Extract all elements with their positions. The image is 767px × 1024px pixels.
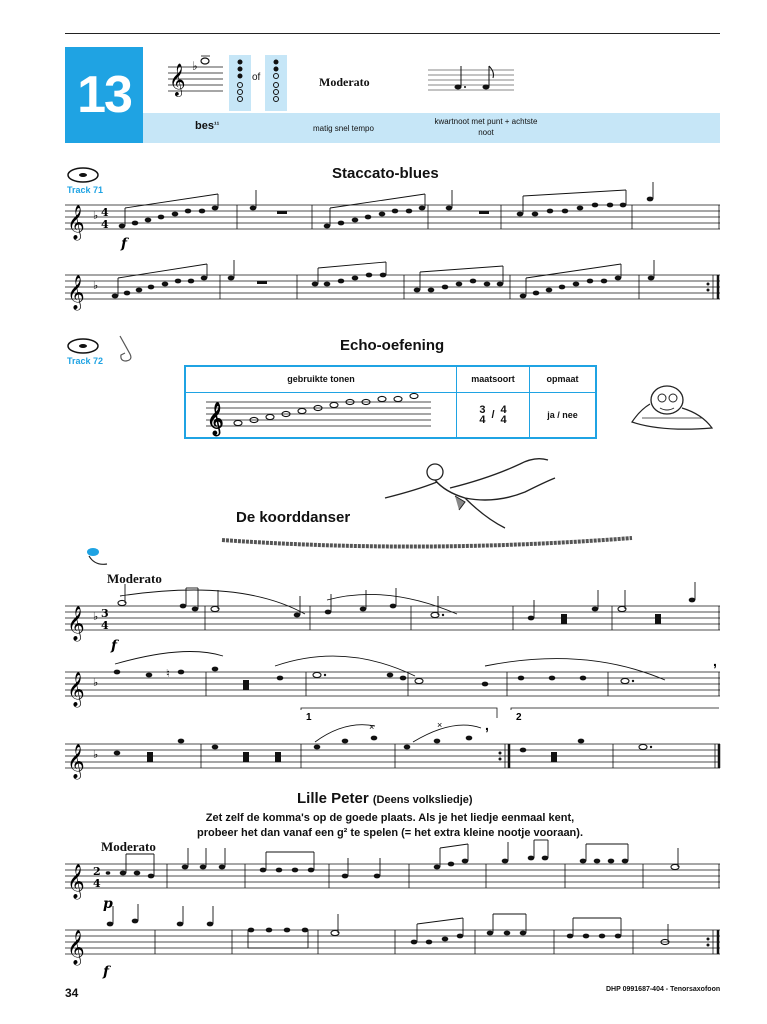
- svg-text:4: 4: [101, 218, 109, 231]
- tones-staff: [206, 394, 436, 434]
- svg-text:4: 4: [101, 619, 109, 632]
- svg-text:p: p: [103, 896, 113, 912]
- svg-text:1: 1: [306, 712, 312, 723]
- footer-code: DHP 0991687-404 - Tenorsaxofoon: [606, 986, 721, 993]
- lille-instructions: Zet zelf de komma's op de goede plaats. Als je het liedje eenmaal kent, probeer het dan vanaf een g² te spelen (= het extra kleine nootje vooraan).: [196, 812, 583, 839]
- tightrope-rope: [222, 528, 642, 558]
- lesson-number: 13: [65, 47, 143, 143]
- svg-text:×: ×: [437, 720, 443, 730]
- svg-text:𝄞: 𝄞: [67, 275, 85, 310]
- svg-text:3: 3: [101, 607, 109, 620]
- meter-cell: [457, 392, 530, 438]
- col-pickup: opmaat: [530, 366, 597, 392]
- meter-four-four: 4 4: [500, 403, 507, 426]
- header-tempo: Moderato: [319, 75, 370, 89]
- svg-text:,: ,: [713, 653, 717, 669]
- meter-three-four: 3 4: [479, 403, 486, 426]
- svg-text:f: f: [103, 964, 110, 980]
- svg-text:𝄞: 𝄞: [67, 864, 85, 899]
- fingering-or: of: [252, 72, 261, 83]
- svg-text:f: f: [111, 638, 118, 654]
- rhythm-meaning: kwartnoot met punt + achtste noot: [434, 117, 538, 137]
- staccato-staff-1: [65, 200, 725, 252]
- tightrope-dancer-illustration: [375, 458, 595, 538]
- staccato-title: Staccato-blues: [332, 165, 439, 182]
- svg-text:2: 2: [93, 865, 101, 878]
- echo-title: Echo-oefening: [340, 337, 445, 354]
- echo-table: [184, 365, 597, 439]
- svg-text:𝄞: 𝄞: [67, 606, 85, 641]
- fingering-chart-1: [229, 55, 251, 111]
- saxophone-icon: [114, 334, 140, 364]
- svg-text:𝄞: 𝄞: [169, 63, 186, 96]
- track-72: Track 72: [67, 356, 104, 366]
- staccato-staff-2: [65, 270, 725, 310]
- tempo-meaning: matig snel tempo: [313, 124, 374, 133]
- koord-staff-1: [65, 598, 725, 654]
- svg-text:♭: ♭: [93, 210, 99, 222]
- koord-staff-3: [65, 712, 725, 781]
- svg-text:4: 4: [93, 877, 101, 890]
- svg-text:4: 4: [101, 206, 109, 219]
- meter-separator: /: [491, 408, 495, 421]
- tones-cell: [185, 392, 457, 438]
- col-meter: maatsoort: [457, 366, 530, 392]
- svg-text:×: ×: [369, 722, 375, 732]
- koord-tempo: Moderato: [107, 571, 162, 586]
- svg-text:𝄞: 𝄞: [67, 744, 85, 779]
- koord-staff-2: [65, 653, 725, 707]
- svg-text:f: f: [121, 236, 128, 252]
- svg-text:♭: ♭: [192, 59, 198, 73]
- cd-icon: [67, 336, 103, 356]
- note-name: bes$^{^{11}}$: [195, 120, 220, 132]
- header-rhythm-staff: [428, 68, 518, 98]
- svg-text:♮: ♮: [166, 668, 170, 680]
- svg-text:♭: ♭: [93, 677, 99, 689]
- svg-text:2: 2: [516, 712, 522, 723]
- svg-text:𝄞: 𝄞: [67, 930, 85, 965]
- lille-staff-1: [65, 858, 725, 912]
- lille-tempo: Moderato: [101, 839, 156, 854]
- track-71: Track 71: [67, 185, 104, 195]
- top-rule: [65, 33, 720, 34]
- breath-figure-icon: [85, 546, 111, 568]
- koorddanser-title: De koorddanser: [236, 509, 351, 526]
- lille-title: Lille Peter (Deens volksliedje): [297, 790, 473, 807]
- svg-text:𝄞: 𝄞: [67, 205, 85, 240]
- listener-illustration: [622, 378, 717, 438]
- svg-text:𝄞: 𝄞: [67, 672, 85, 707]
- header-note-staff: [168, 55, 228, 105]
- cd-icon: [67, 165, 103, 185]
- pickup-cell: ja / nee: [530, 392, 597, 438]
- page-number: 34: [65, 986, 79, 1000]
- svg-text:♭: ♭: [93, 749, 99, 761]
- svg-text:♭: ♭: [93, 611, 99, 623]
- svg-text:,: ,: [485, 717, 489, 733]
- svg-text:♭: ♭: [93, 280, 99, 292]
- svg-text:𝄞: 𝄞: [207, 401, 224, 435]
- fingering-chart-2: [265, 55, 287, 111]
- col-tones: gebruikte tonen: [185, 366, 457, 392]
- lille-staff-2: [65, 920, 725, 980]
